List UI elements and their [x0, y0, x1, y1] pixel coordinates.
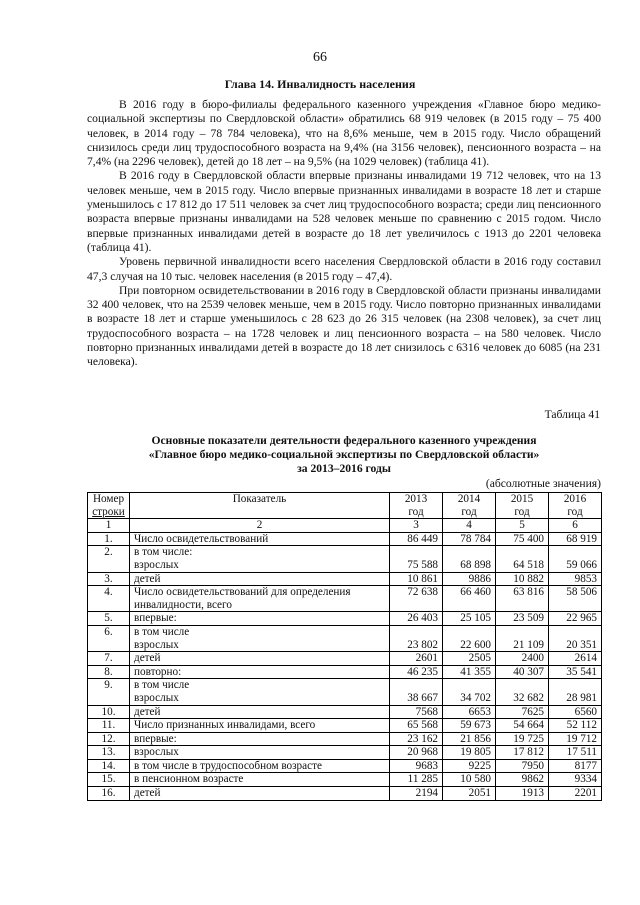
paragraph: Уровень первичной инвалидности всего населения Свердловской области в 2016 году составил 47,3 случая на 10 тыс. человек населения (в 2015 году – 47,4). [87, 255, 601, 283]
header-text: 2015 [510, 493, 534, 505]
table-row [88, 746, 602, 760]
row-indicator [130, 746, 390, 760]
value-cell: 64 518 [496, 546, 549, 572]
row-number: 12. [88, 732, 130, 746]
indicator-line: в том числе [134, 679, 190, 692]
row-number: 2. [88, 546, 130, 572]
value-cell: 11 285 [390, 773, 443, 787]
paragraph: В 2016 году в бюро-филиалы федерального казенного учреждения «Главное бюро медико-социальной экспертизы по Свердловской области» обратились 68 919 человек (в 2015 году – 75 400 человек, в 2014 году – 78 784 человека), что на 8,6% меньше, чем в 2015 году. Число обращений снизилось среди лиц трудоспособного возраста на 9,4% (на 3156 человек), пенсионного возраста – на 7,4% (на 2296 человек), детей до 18 лет – на 9,5% (на 1029 человек) (таблица 41). [87, 98, 601, 169]
value-cell: 6653 [443, 705, 496, 719]
value-cell: 10 580 [443, 773, 496, 787]
value-cell: 38 667 [390, 679, 443, 705]
indicator-line: в пенсионном возрасте [134, 773, 244, 786]
value-cell: 20 351 [549, 625, 602, 651]
value-cell: 2614 [549, 652, 602, 666]
header-text: Номер [92, 493, 125, 505]
value-cell: 68 898 [443, 546, 496, 572]
row-number: 4. [88, 586, 130, 612]
value-cell: 21 109 [496, 625, 549, 651]
column-number-row [88, 519, 602, 533]
header-text: год [408, 505, 424, 518]
column-number: 6 [549, 519, 602, 533]
indicator-line: повторно: [134, 665, 182, 678]
value-cell: 23 802 [390, 625, 443, 651]
header-text: 2013 [404, 493, 428, 505]
value-cell: 23 509 [496, 612, 549, 626]
indicator-line: Число освидетельствований для определения [134, 586, 351, 599]
value-cell: 19 712 [549, 732, 602, 746]
value-cell: 10 882 [496, 572, 549, 586]
row-indicator [130, 679, 390, 705]
row-number: 10. [88, 705, 130, 719]
value-cell: 78 784 [443, 532, 496, 546]
paragraph: В 2016 году в Свердловской области впервые признаны инвалидами 19 712 человек, что на 13 человек меньше, чем в 2015 году. Число впервые признанных инвалидами в возрасте 18 лет и старше уменьшилось с 17 812 до 17 511 человек за счет лиц трудоспособного возраста; среди лиц пенсионного возраста впервые признаны инвалидами на 528 человек меньше по сравнению с 2015 годом. Число впервые признанных инвалидами детей в возрасте до 18 лет увеличилось с 1913 до 2201 человека (таблица 41). [87, 169, 601, 254]
value-cell: 26 403 [390, 612, 443, 626]
value-cell: 19 725 [496, 732, 549, 746]
header-year [496, 493, 549, 519]
value-cell: 66 460 [443, 586, 496, 612]
table-row [88, 572, 602, 586]
value-cell: 34 702 [443, 679, 496, 705]
indicator-line: взрослых [134, 691, 179, 704]
indicator-line: Число освидетельствований [134, 532, 269, 545]
table-row [88, 719, 602, 733]
value-cell: 59 066 [549, 546, 602, 572]
header-text: год [514, 505, 530, 518]
value-cell: 46 235 [390, 665, 443, 679]
value-cell: 7625 [496, 705, 549, 719]
row-indicator [130, 705, 390, 719]
indicator-line: в том числе в трудоспособном возрасте [134, 759, 322, 772]
row-number: 16. [88, 787, 130, 801]
value-cell: 25 105 [443, 612, 496, 626]
value-cell: 9334 [549, 773, 602, 787]
row-indicator [130, 732, 390, 746]
indicator-line: впервые: [134, 732, 177, 745]
column-number: 5 [496, 519, 549, 533]
indicator-line: детей [134, 652, 161, 665]
value-cell: 19 805 [443, 746, 496, 760]
indicator-line: в том числе: [134, 546, 193, 559]
value-cell: 2400 [496, 652, 549, 666]
value-cell: 52 112 [549, 719, 602, 733]
table-row [88, 665, 602, 679]
indicator-line: взрослых [134, 746, 179, 759]
row-number: 1. [88, 532, 130, 546]
value-cell: 9225 [443, 759, 496, 773]
value-cell: 9862 [496, 773, 549, 787]
table-row [88, 625, 602, 651]
table-row [88, 705, 602, 719]
value-cell: 63 816 [496, 586, 549, 612]
value-cell: 75 588 [390, 546, 443, 572]
table-row [88, 612, 602, 626]
indicator-line: детей [134, 787, 161, 800]
value-cell: 2601 [390, 652, 443, 666]
row-indicator [130, 759, 390, 773]
value-cell: 17 511 [549, 746, 602, 760]
value-cell: 72 638 [390, 586, 443, 612]
body-text [87, 98, 601, 370]
value-cell: 35 541 [549, 665, 602, 679]
table-title [87, 434, 601, 476]
chapter-title: Глава 14. Инвалидность населения [224, 77, 416, 91]
paragraph: При повторном освидетельствовании в 2016 году в Свердловской области признаны инвалидами 32 400 человек, что на 2539 человек меньше, чем в 2015 году. Число повторно признанных инвалидами в возрасте 18 лет и старше уменьшилось с 28 623 до 26 315 человек (на 2308 человек), за счет лиц трудоспособного возраста – на 1728 человек и лиц пенсионного возраста – на 580 человек. Число повторно признанных инвалидами детей в возрасте до 18 лет снизилось с 6316 человек до 6085 (на 231 человека). [87, 283, 601, 369]
value-cell: 23 162 [390, 732, 443, 746]
value-cell: 75 400 [496, 532, 549, 546]
indicator-line: взрослых [134, 638, 179, 651]
indicator-line: в том числе [134, 625, 190, 638]
header-text: год [461, 505, 477, 518]
value-cell: 9886 [443, 572, 496, 586]
table-row [88, 732, 602, 746]
row-indicator [130, 625, 390, 651]
value-cell: 2194 [390, 787, 443, 801]
row-indicator [130, 612, 390, 626]
indicator-line: инвалидности, всего [134, 598, 232, 611]
units-note: (абсолютные значения) [485, 477, 601, 490]
row-indicator [130, 773, 390, 787]
value-cell: 41 355 [443, 665, 496, 679]
table-row [88, 787, 602, 801]
indicator-line: впервые: [134, 612, 177, 625]
header-year [443, 493, 496, 519]
row-number: 11. [88, 719, 130, 733]
indicator-line: взрослых [134, 558, 179, 571]
indicator-line: Число признанных инвалидами, всего [134, 719, 316, 732]
row-indicator [130, 586, 390, 612]
row-number: 13. [88, 746, 130, 760]
table-body [88, 532, 602, 800]
row-number: 7. [88, 652, 130, 666]
value-cell: 17 812 [496, 746, 549, 760]
table-row [88, 759, 602, 773]
value-cell: 68 919 [549, 532, 602, 546]
value-cell: 1913 [496, 787, 549, 801]
statistics-table [87, 492, 602, 801]
table-row [88, 586, 602, 612]
value-cell: 2201 [549, 787, 602, 801]
value-cell: 22 965 [549, 612, 602, 626]
value-cell: 9853 [549, 572, 602, 586]
value-cell: 2505 [443, 652, 496, 666]
row-number: 14. [88, 759, 130, 773]
header-year [390, 493, 443, 519]
row-number: 15. [88, 773, 130, 787]
row-indicator [130, 532, 390, 546]
header-text: строки [92, 505, 125, 518]
row-number: 9. [88, 679, 130, 705]
table-title-line: Основные показатели деятельности федерального казенного учреждения [151, 434, 537, 447]
header-text: год [567, 505, 583, 518]
row-number: 6. [88, 625, 130, 651]
row-indicator [130, 546, 390, 572]
column-number: 4 [443, 519, 496, 533]
table-row [88, 532, 602, 546]
row-indicator [130, 787, 390, 801]
row-number: 3. [88, 572, 130, 586]
value-cell: 10 861 [390, 572, 443, 586]
header-text: 2016 [563, 493, 587, 505]
table-label: Таблица 41 [544, 408, 600, 421]
header-text: 2014 [457, 493, 481, 505]
table-row [88, 652, 602, 666]
indicator-line: детей [134, 572, 161, 585]
value-cell: 6560 [549, 705, 602, 719]
header-indicator: Показатель [130, 493, 390, 519]
row-number: 8. [88, 665, 130, 679]
header-year [549, 493, 602, 519]
column-number: 3 [390, 519, 443, 533]
page-number: 66 [313, 50, 327, 65]
value-cell: 7568 [390, 705, 443, 719]
row-indicator [130, 652, 390, 666]
column-number: 2 [130, 519, 390, 533]
value-cell: 40 307 [496, 665, 549, 679]
table-row [88, 773, 602, 787]
indicator-line: детей [134, 705, 161, 718]
column-number: 1 [88, 519, 130, 533]
value-cell: 58 506 [549, 586, 602, 612]
value-cell: 7950 [496, 759, 549, 773]
value-cell: 32 682 [496, 679, 549, 705]
value-cell: 22 600 [443, 625, 496, 651]
value-cell: 20 968 [390, 746, 443, 760]
value-cell: 59 673 [443, 719, 496, 733]
row-indicator [130, 665, 390, 679]
value-cell: 21 856 [443, 732, 496, 746]
table-row [88, 546, 602, 572]
table-header-row [88, 493, 602, 519]
table-title-line: за 2013–2016 годы [297, 462, 391, 475]
value-cell: 9683 [390, 759, 443, 773]
value-cell: 2051 [443, 787, 496, 801]
row-number: 5. [88, 612, 130, 626]
value-cell: 28 981 [549, 679, 602, 705]
row-indicator [130, 572, 390, 586]
value-cell: 8177 [549, 759, 602, 773]
table-title-line: «Главное бюро медико-социальной экспертизы по Свердловской области» [148, 448, 540, 461]
value-cell: 86 449 [390, 532, 443, 546]
value-cell: 54 664 [496, 719, 549, 733]
value-cell: 65 568 [390, 719, 443, 733]
row-indicator [130, 719, 390, 733]
table-row [88, 679, 602, 705]
header-row-number [88, 493, 130, 519]
